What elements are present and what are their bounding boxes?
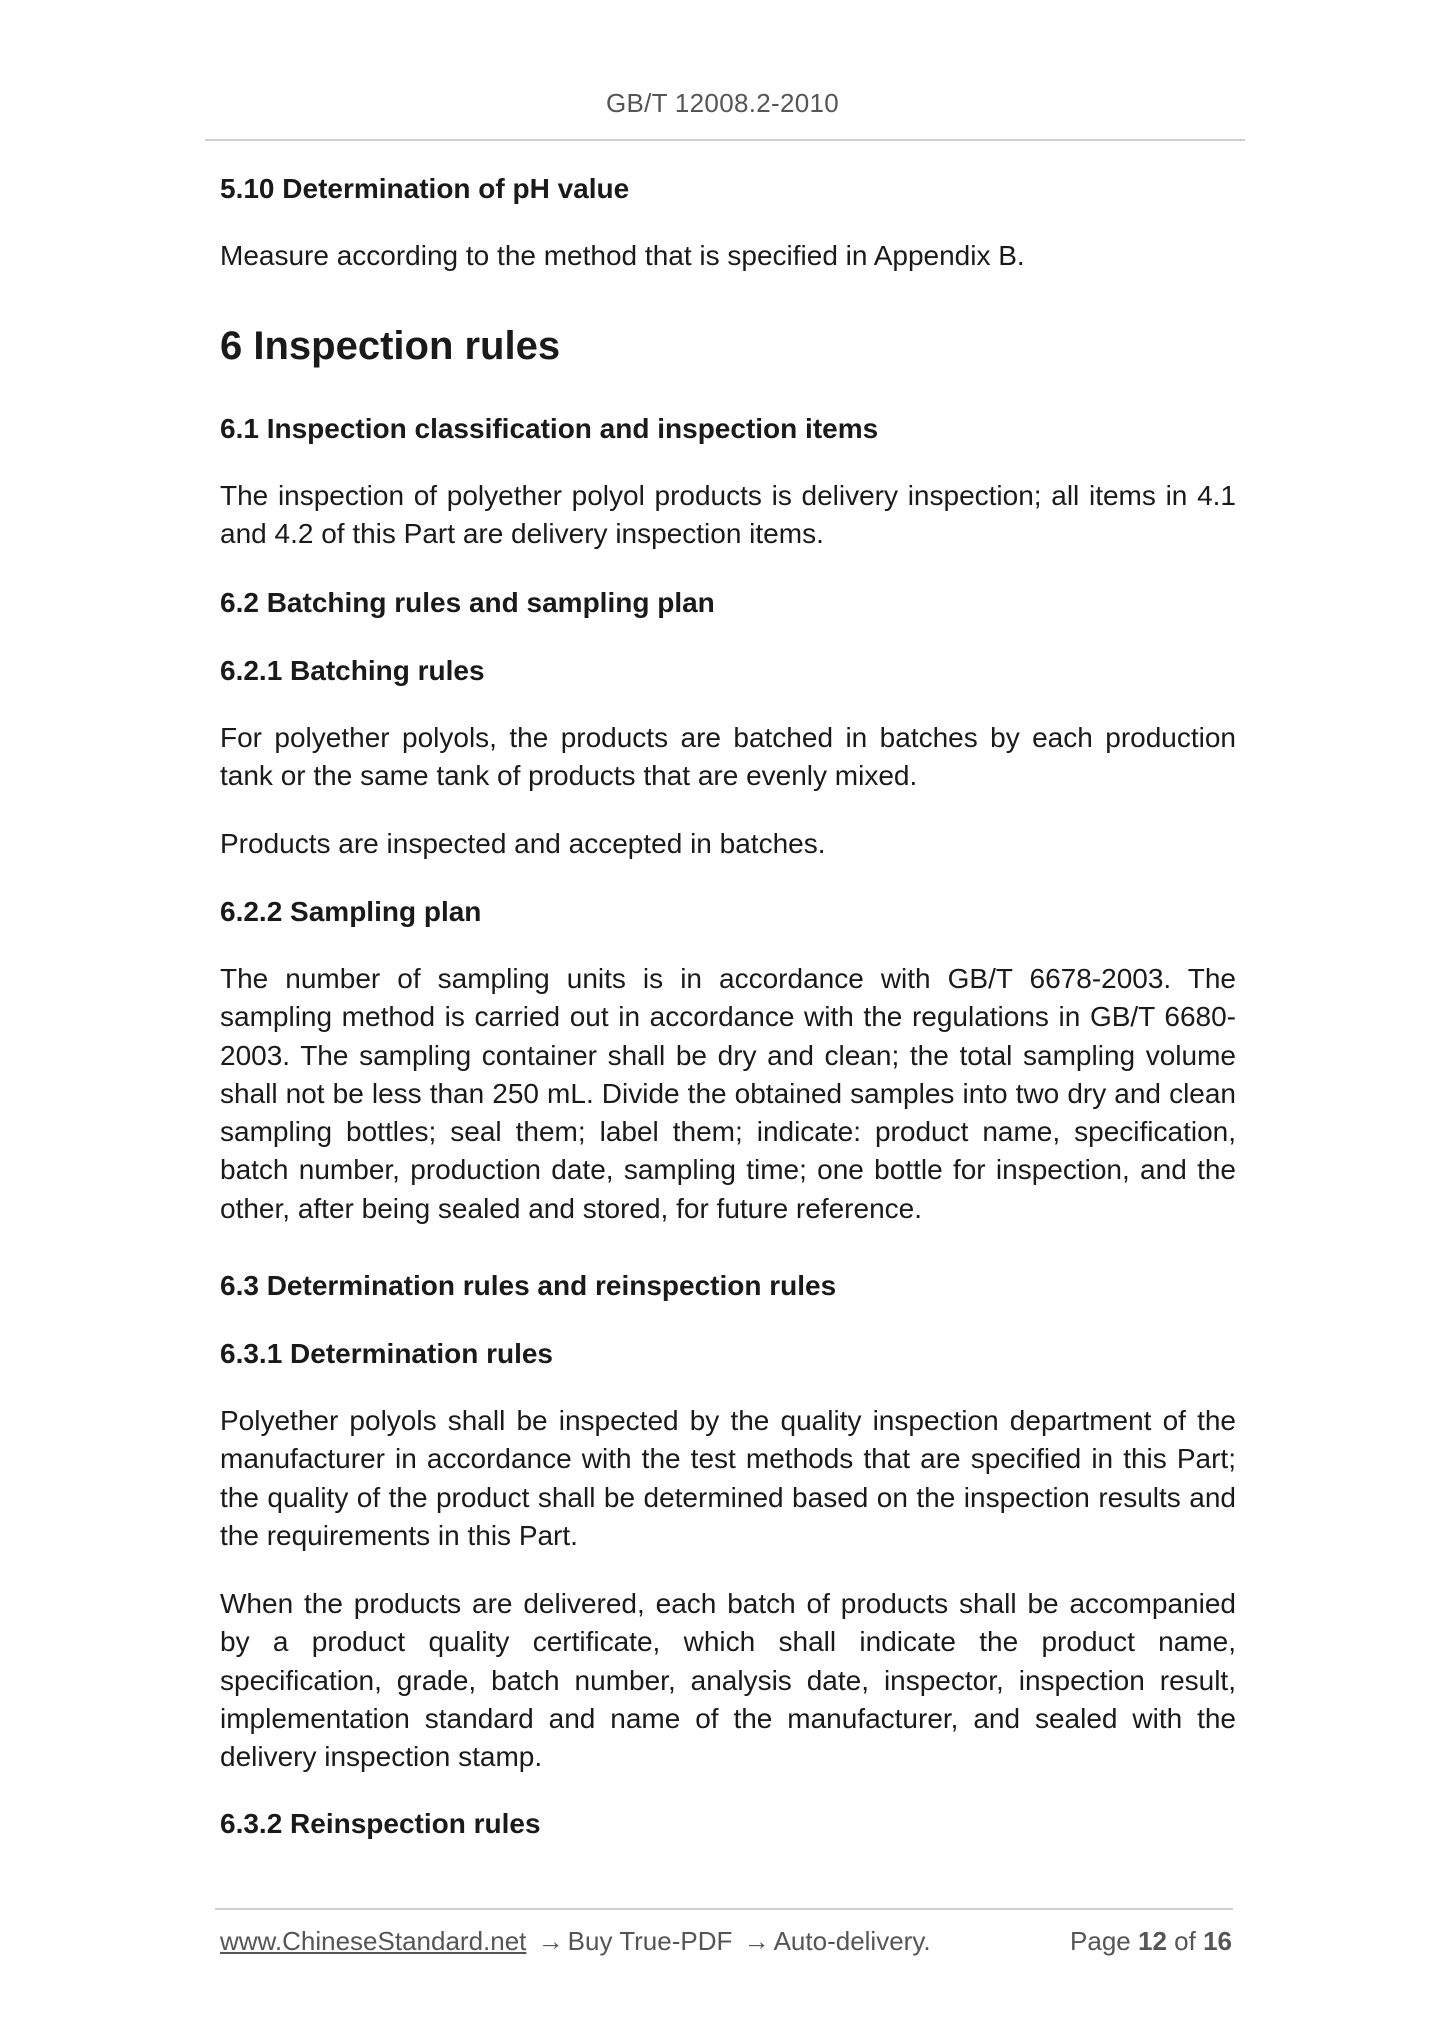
website-link[interactable]: www.ChineseStandard.net <box>220 1926 527 1956</box>
arrow-right-icon: → <box>743 1926 770 1956</box>
section-heading-6-2-1: 6.2.1 Batching rules <box>220 655 485 686</box>
chapter-heading-6: 6 Inspection rules <box>220 324 561 368</box>
paragraph-ph-method: Measure according to the method that is specified in Appendix B. <box>220 240 1025 271</box>
section-heading-6-3-1: 6.3.1 Determination rules <box>220 1338 554 1369</box>
footer-divider <box>215 1908 1233 1910</box>
footer-promo <box>220 1926 931 1957</box>
paragraph-batching-rules: For polyether polyols, the products are batched in batches by each production tank or the same tank of products that are evenly mixed. <box>220 722 1236 792</box>
paragraph-quality-certificate: When the products are delivered, each batch of products shall be accompanied by a product quality certificate, which shall indicate the product name, specification, grade, batch number, analysis date, inspector, inspection result, implementation standard and name of the manufacturer, and sealed with the delivery inspection stamp. <box>220 1588 1236 1773</box>
of-label: of <box>1174 1926 1196 1956</box>
auto-delivery-text: Auto-delivery. <box>773 1926 931 1956</box>
section-heading-6-2-2: 6.2.2 Sampling plan <box>220 896 482 927</box>
section-heading-6-1: 6.1 Inspection classification and inspection items <box>220 413 879 444</box>
paragraph-sampling-plan: The number of sampling units is in accordance with GB/T 6678-2003. The sampling method is carried out in accordance with the regulations in GB/T 6680-2003. The sampling container shall be dry and clean; the total sampling volume shall not be less than 250 mL. Divide the obtained samples into two dry and clean sampling bottles; seal them; label them; indicate: product name, specification, batch number, production date, sampling time; one bottle for inspection, and the other, after being sealed and stored, for future reference. <box>220 963 1236 1224</box>
page-footer <box>220 1926 1232 1962</box>
paragraph-batch-acceptance: Products are inspected and accepted in batches. <box>220 828 826 859</box>
paragraph-determination-rules: Polyether polyols shall be inspected by the quality inspection department of the manufacturer in accordance with the test methods that are specified in this Part; the quality of the product shall be determined based on the inspection results and the requirements in this Part. <box>220 1405 1236 1551</box>
page-current: 12 <box>1138 1926 1167 1956</box>
page-total: 16 <box>1203 1926 1232 1956</box>
document-header-title: GB/T 12008.2-2010 <box>605 88 839 118</box>
section-heading-5-10: 5.10 Determination of pH value <box>220 173 630 204</box>
header-divider <box>205 139 1245 141</box>
arrow-right-icon: → <box>537 1926 564 1956</box>
paragraph-inspection-classification: The inspection of polyether polyol products is delivery inspection; all items in 4.1 and 4.2 of this Part are delivery inspection items. <box>220 480 1236 550</box>
section-heading-6-3-2: 6.3.2 Reinspection rules <box>220 1808 541 1839</box>
section-heading-6-3: 6.3 Determination rules and reinspection rules <box>220 1270 837 1301</box>
section-heading-6-2: 6.2 Batching rules and sampling plan <box>220 587 715 618</box>
page-label: Page <box>1070 1926 1131 1956</box>
page-number <box>1070 1926 1232 1957</box>
buy-true-pdf-text: Buy True-PDF <box>567 1926 733 1956</box>
